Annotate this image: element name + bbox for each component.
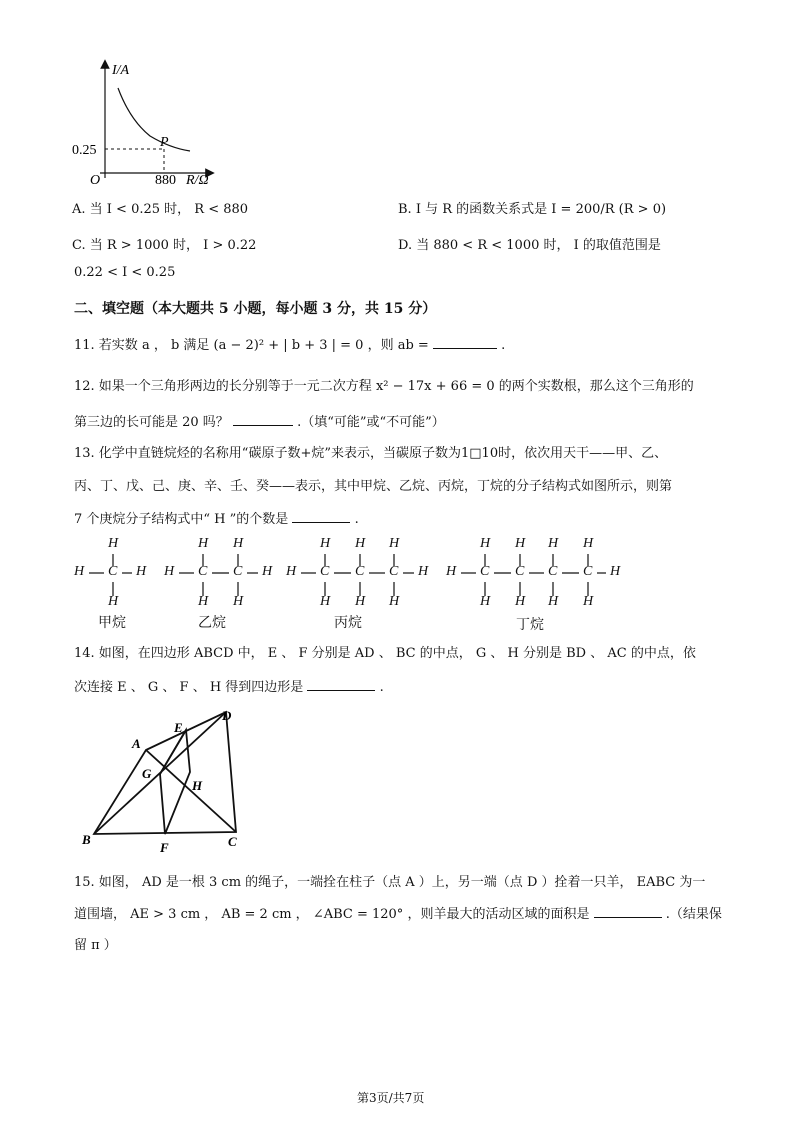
q12-hint: .（填“可能”或“不可能”） — [297, 415, 445, 430]
butane-h-bottom1: H — [480, 594, 491, 609]
q11-end: . — [501, 338, 506, 353]
butane-h-bottom3: H — [548, 594, 559, 609]
q15-line1: 15. 如图， AD 是一根 3 cm 的绳子，一端拴在柱子（点 A ）上，另一端（点 D ）拴着一只羊， EABC 为一 — [74, 875, 706, 890]
q10-option-d: D. 当 880 < R < 1000 时， I 的取值范围是 — [398, 238, 661, 253]
q14-text: 次连接 E 、 G 、 F 、 H 得到四边形是 — [74, 680, 304, 695]
q15-answer-blank[interactable] — [594, 905, 662, 918]
q14-line2 — [74, 676, 384, 695]
quad-eghf — [160, 730, 190, 834]
q10-option-b: B. I 与 R 的函数关系式是 I = 200/R (R > 0) — [398, 202, 667, 217]
q13-end: . — [354, 512, 359, 527]
propane-h-right: H — [418, 564, 429, 579]
label-e: E — [174, 720, 183, 735]
q15-line2 — [74, 903, 722, 922]
label-g: G — [142, 766, 152, 781]
origin-label: O — [90, 173, 101, 188]
butane-h-bottom2: H — [515, 594, 526, 609]
q14-end: . — [379, 680, 384, 695]
butane-h-top4: H — [583, 536, 594, 551]
propane-c2: C — [355, 564, 365, 579]
methane-h-top1: H — [108, 536, 119, 551]
label-a: A — [132, 736, 141, 751]
molecule-name-ethane: 乙烷 — [198, 615, 226, 631]
label-h: H — [192, 778, 203, 793]
butane-c3: C — [548, 564, 558, 579]
q15-line3: 留 π ） — [74, 938, 117, 953]
propane-h-bottom1: H — [320, 594, 331, 609]
methane-h-left: H — [74, 564, 85, 579]
q15-hint: .（结果保 — [665, 907, 722, 922]
quad-abcd — [94, 712, 236, 834]
methane-c1: C — [108, 564, 118, 579]
ethane-c2: C — [233, 564, 243, 579]
propane-h-top3: H — [389, 536, 400, 551]
molecule-name-butane: 丁烷 — [516, 617, 544, 633]
y-axis-label: I/A — [112, 63, 130, 78]
propane-h-top1: H — [320, 536, 331, 551]
q11-text: 11. 若实数 a ， b 满足 (a − 2)² + | b + 3 | = 0 ，则 ab = — [74, 338, 429, 353]
butane-h-right: H — [610, 564, 621, 579]
q13-line1: 13. 化学中直链烷烃的名称用“碳原子数+烷”来表示，当碳原子数为1□10时，依次用天干——甲、乙、 — [74, 446, 668, 461]
q14-answer-blank[interactable] — [307, 678, 375, 691]
butane-h-top1: H — [480, 536, 491, 551]
q10-option-a: A. 当 I < 0.25 时， R < 880 — [72, 202, 249, 217]
q13-text: 7 个庚烷分子结构式中“ H ”的个数是 — [74, 512, 289, 527]
q12-text: 第三边的长可能是 20 吗？ — [74, 415, 229, 430]
ethane-h-top1: H — [198, 536, 209, 551]
q14-line1: 14. 如图，在四边形 ABCD 中， E 、 F 分别是 AD 、 BC 的中点， G 、 H 分别是 BD 、 AC 的中点，依 — [74, 646, 696, 661]
x-tick-label: 880 — [155, 173, 176, 188]
q13-line2: 丙、丁、戊、己、庚、辛、壬、癸——表示，其中甲烷、乙烷、丙烷，丁烷的分子结构式如图所示，则第 — [74, 479, 673, 494]
propane-h-bottom3: H — [389, 594, 400, 609]
ethane-h-top2: H — [233, 536, 244, 551]
section-title: 二、填空题（本大题共 5 小题，每小题 3 分，共 15 分） — [74, 301, 437, 317]
ethane-h-bottom2: H — [233, 594, 244, 609]
propane-h-bottom2: H — [355, 594, 366, 609]
y-tick-label: 0.25 — [72, 143, 97, 158]
butane-h-left: H — [446, 564, 457, 579]
q12-line1: 12. 如果一个三角形两边的长分别等于一元二次方程 x² − 17x + 66 = 0 的两个实数根，那么这个三角形的 — [74, 379, 694, 394]
butane-h-bottom4: H — [583, 594, 594, 609]
propane-c3: C — [389, 564, 399, 579]
propane-h-left: H — [286, 564, 297, 579]
ethane-h-bottom1: H — [198, 594, 209, 609]
label-d: D — [222, 708, 232, 723]
butane-h-top3: H — [548, 536, 559, 551]
butane-h-top2: H — [515, 536, 526, 551]
x-axis-label: R/Ω — [186, 173, 209, 188]
ethane-h-right: H — [262, 564, 273, 579]
propane-c1: C — [320, 564, 330, 579]
molecule-name-methane: 甲烷 — [98, 615, 126, 631]
label-c: C — [228, 834, 237, 849]
butane-c1: C — [480, 564, 490, 579]
point-p-label: P — [160, 135, 169, 150]
quadrilateral-figure — [76, 700, 256, 860]
label-f: F — [160, 840, 169, 855]
butane-c4: C — [583, 564, 593, 579]
page-footer: 第3页/共7页 — [357, 1091, 425, 1105]
propane-h-top2: H — [355, 536, 366, 551]
methane-h-bottom1: H — [108, 594, 119, 609]
q15-text: 道围墙， AE > 3 cm ， AB = 2 cm ， ∠ABC = 120° ，则羊最大的活动区域的面积是 — [74, 907, 590, 922]
diagonal-ac — [146, 750, 236, 832]
q10-option-d-cont: 0.22 < I < 0.25 — [74, 265, 176, 280]
butane-c2: C — [515, 564, 525, 579]
methane-h-right: H — [136, 564, 147, 579]
ethane-c1: C — [198, 564, 208, 579]
ethane-h-left: H — [164, 564, 175, 579]
q10-option-c: C. 当 R > 1000 时， I > 0.22 — [72, 238, 257, 253]
label-b: B — [82, 832, 91, 847]
molecule-name-propane: 丙烷 — [334, 615, 362, 631]
